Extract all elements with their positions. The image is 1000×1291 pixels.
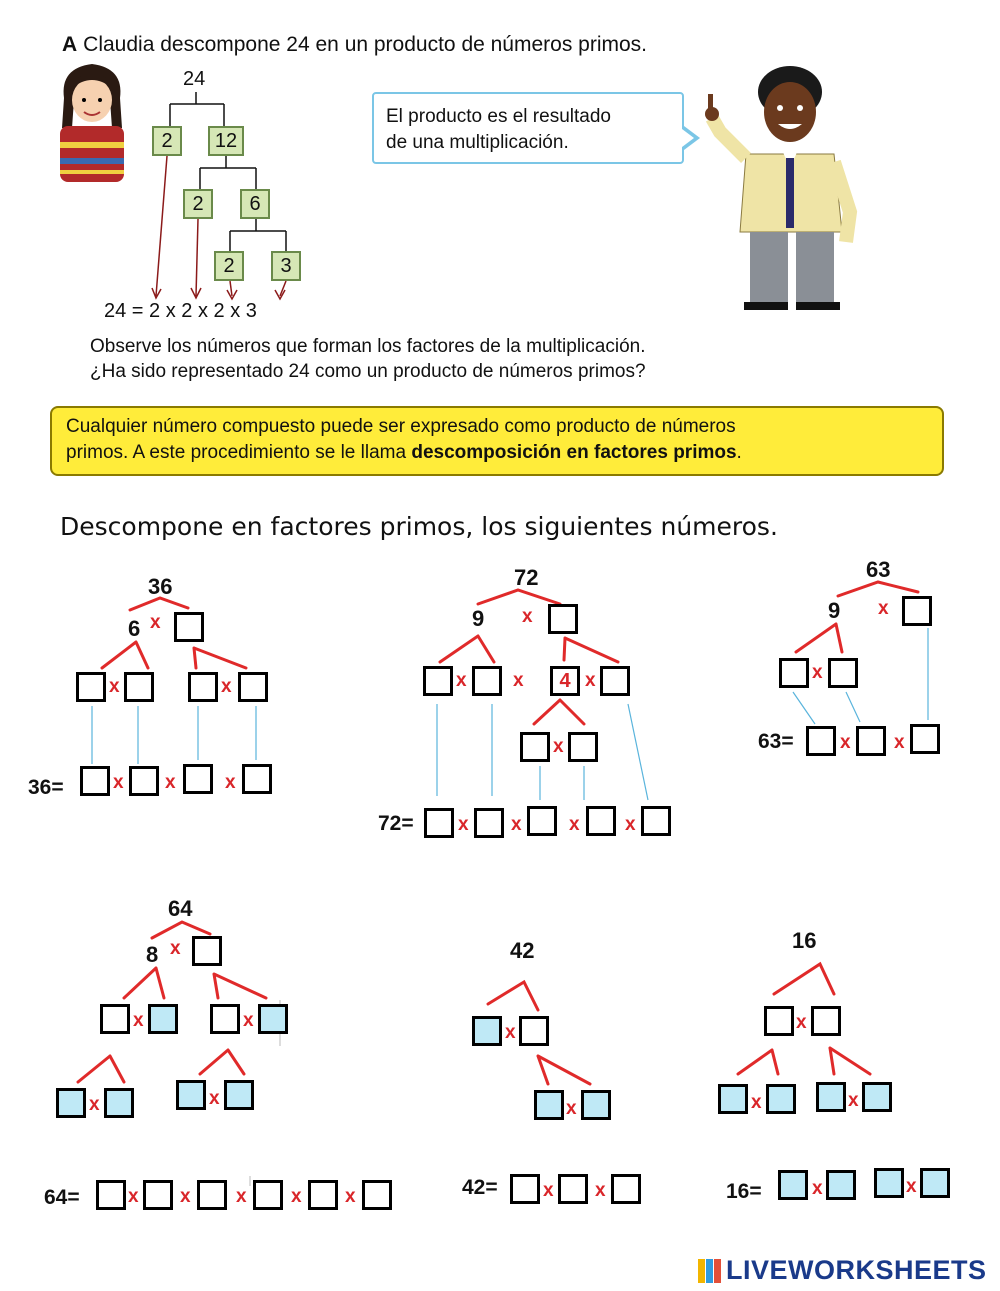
answer-box[interactable] (362, 1180, 392, 1210)
answer-box[interactable]: 4 (550, 666, 580, 696)
answer-box[interactable] (96, 1180, 126, 1210)
exercise-36-factor: 6 (128, 616, 141, 641)
definition-line (66, 440, 928, 466)
answer-box[interactable] (423, 666, 453, 696)
multiply-sign: x (89, 1094, 100, 1115)
answer-box[interactable] (210, 1004, 240, 1034)
definition-line: Cualquier número compuesto puede ser expresado como producto de números (66, 416, 736, 437)
multiply-sign: x (209, 1088, 220, 1109)
sample-factor: 12 (208, 126, 244, 156)
exercise-72-root: 72 (514, 565, 539, 590)
answer-box[interactable] (472, 1016, 502, 1046)
exercise-63-factor: 9 (828, 598, 841, 623)
section-header (62, 33, 647, 57)
answer-box[interactable] (910, 724, 940, 754)
answer-box[interactable] (424, 808, 454, 838)
multiply-sign: x (566, 1098, 577, 1119)
sample-factor: 2 (152, 126, 182, 156)
answer-box[interactable] (183, 764, 213, 794)
exercise-36-label: 36= (28, 776, 64, 799)
answer-box[interactable] (474, 808, 504, 838)
speech-bubble (372, 92, 684, 164)
multiply-sign: x (878, 598, 889, 619)
answer-box[interactable] (238, 672, 268, 702)
multiply-sign: x (150, 612, 161, 633)
multiply-sign: x (595, 1180, 606, 1201)
multiply-sign: x (511, 814, 522, 835)
multiply-sign: x (522, 606, 533, 627)
answer-box[interactable] (510, 1174, 540, 1204)
multiply-sign: x (513, 670, 524, 691)
liveworksheets-logo: LIVEWORKSHEETS (726, 1255, 987, 1285)
definition-text: primos. A este procedimiento se le llama (66, 442, 412, 463)
girl-illustration (52, 58, 132, 188)
multiply-sign: x (236, 1186, 247, 1207)
multiply-sign: x (113, 772, 124, 793)
answer-box[interactable] (100, 1004, 130, 1034)
multiply-sign: x (221, 676, 232, 697)
answer-box[interactable] (611, 1174, 641, 1204)
observe-line: Observe los números que forman los factores de la multiplicación. (90, 336, 646, 357)
answer-box[interactable] (766, 1084, 796, 1114)
multiply-sign: x (553, 736, 564, 757)
multiply-sign: x (128, 1186, 139, 1207)
answer-box[interactable] (188, 672, 218, 702)
answer-box[interactable] (600, 666, 630, 696)
multiply-sign: x (225, 772, 236, 793)
definition-term: descomposición en factores primos (411, 442, 737, 463)
multiply-sign: x (751, 1092, 762, 1113)
answer-box[interactable] (242, 764, 272, 794)
bubble-tail (682, 129, 694, 147)
multiply-sign: x (458, 814, 469, 835)
sample-factor: 2 (183, 189, 213, 219)
multiply-sign: x (133, 1010, 144, 1031)
bubble-line: El producto es el resultado (386, 106, 611, 127)
multiply-sign: x (165, 772, 176, 793)
exercise-42-root: 42 (510, 938, 535, 963)
definition-period: . (736, 442, 742, 463)
multiply-sign: x (109, 676, 120, 697)
answer-box[interactable] (718, 1084, 748, 1114)
answer-box[interactable] (568, 732, 598, 762)
exercise-63-root: 63 (866, 557, 891, 582)
bubble-line: de una multiplicación. (386, 132, 569, 153)
multiply-sign: x (170, 938, 181, 959)
answer-box[interactable] (902, 596, 932, 626)
answer-box[interactable] (811, 1006, 841, 1036)
answer-box[interactable] (828, 658, 858, 688)
sample-equation: 24 = 2 x 2 x 2 x 3 (104, 300, 257, 322)
multiply-sign: x (505, 1022, 516, 1043)
answer-box[interactable] (856, 726, 886, 756)
multiply-sign: x (848, 1090, 859, 1111)
answer-box[interactable] (520, 732, 550, 762)
answer-box[interactable] (56, 1088, 86, 1118)
answer-box[interactable] (778, 1170, 808, 1200)
answer-box[interactable] (581, 1090, 611, 1120)
answer-box[interactable] (224, 1080, 254, 1110)
definition-box (50, 406, 944, 476)
exercise-64-factor: 8 (146, 942, 159, 967)
answer-box[interactable] (104, 1088, 134, 1118)
answer-box[interactable] (472, 666, 502, 696)
observe-line: ¿Ha sido representado 24 como un producto de números primos? (90, 361, 646, 382)
answer-box[interactable] (764, 1006, 794, 1036)
multiply-sign: x (840, 732, 851, 753)
section-letter: A (62, 33, 78, 56)
multiply-sign: x (796, 1012, 807, 1033)
multiply-sign: x (345, 1186, 356, 1207)
answer-box[interactable] (176, 1080, 206, 1110)
liveworksheets-logo-icon (698, 1259, 722, 1283)
answer-box[interactable] (519, 1016, 549, 1046)
exercise-72-label: 72= (378, 812, 414, 835)
answer-box[interactable] (558, 1174, 588, 1204)
answer-box[interactable] (586, 806, 616, 836)
answer-box[interactable] (129, 766, 159, 796)
exercise-16-label: 16= (726, 1180, 762, 1203)
multiply-sign: x (894, 732, 905, 753)
exercise-63-label: 63= (758, 730, 794, 753)
answer-box[interactable] (548, 604, 578, 634)
answer-box[interactable] (76, 672, 106, 702)
answer-box[interactable] (192, 936, 222, 966)
multiply-sign: x (456, 670, 467, 691)
answer-box[interactable] (124, 672, 154, 702)
multiply-sign: x (625, 814, 636, 835)
exercise-64-root: 64 (168, 896, 193, 921)
exercise-42-label: 42= (462, 1176, 498, 1199)
answer-box[interactable] (920, 1168, 950, 1198)
multiply-sign: x (585, 670, 596, 691)
sample-factor: 3 (271, 251, 301, 281)
exercise-72-factor: 9 (472, 606, 485, 631)
sample-root: 24 (183, 68, 206, 90)
answer-box[interactable] (197, 1180, 227, 1210)
answer-box[interactable] (527, 806, 557, 836)
answer-box[interactable] (806, 726, 836, 756)
answer-box[interactable] (862, 1082, 892, 1112)
answer-box[interactable] (308, 1180, 338, 1210)
multiply-sign: x (812, 662, 823, 683)
answer-box[interactable] (143, 1180, 173, 1210)
answer-box[interactable] (80, 766, 110, 796)
boy-illustration (700, 62, 860, 312)
answer-box[interactable] (816, 1082, 846, 1112)
multiply-sign: x (180, 1186, 191, 1207)
answer-box[interactable] (148, 1004, 178, 1034)
multiply-sign: x (906, 1176, 917, 1197)
sample-factor: 6 (240, 189, 270, 219)
exercise-64-label: 64= (44, 1186, 80, 1209)
answer-box[interactable] (534, 1090, 564, 1120)
multiply-sign: x (569, 814, 580, 835)
multiply-sign: x (543, 1180, 554, 1201)
header-text: Claudia descompone 24 en un producto de números primos. (83, 33, 648, 56)
multiply-sign: x (243, 1010, 254, 1031)
exercise-16-root: 16 (792, 928, 817, 953)
sample-factor: 2 (214, 251, 244, 281)
multiply-sign: x (812, 1178, 823, 1199)
observe-text (90, 334, 646, 384)
multiply-sign: x (291, 1186, 302, 1207)
answer-box[interactable] (874, 1168, 904, 1198)
answer-box[interactable] (174, 612, 204, 642)
instruction: Descompone en factores primos, los siguientes números. (60, 512, 778, 541)
answer-box[interactable] (779, 658, 809, 688)
exercise-36-root: 36 (148, 574, 173, 599)
answer-box[interactable] (253, 1180, 283, 1210)
answer-box[interactable] (641, 806, 671, 836)
answer-box[interactable] (258, 1004, 288, 1034)
answer-box[interactable] (826, 1170, 856, 1200)
